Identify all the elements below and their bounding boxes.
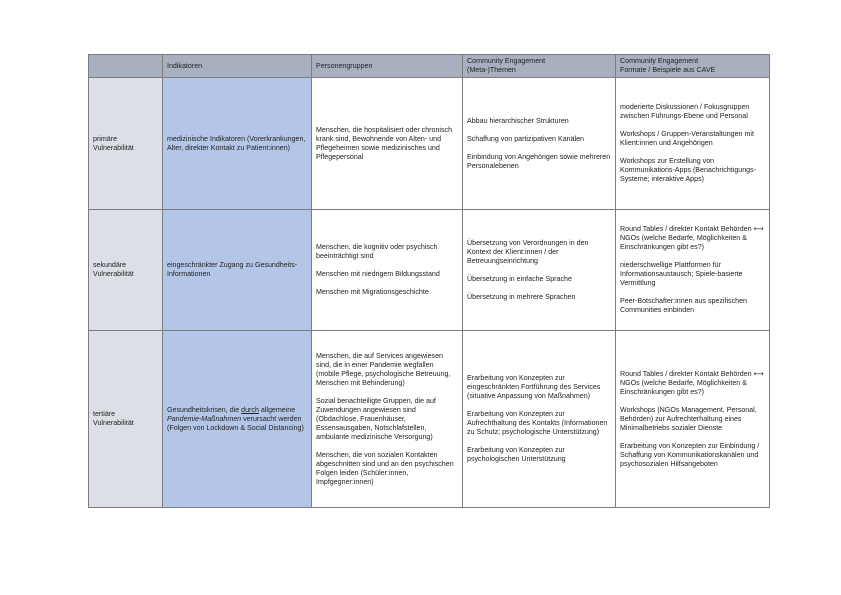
header-groups: Personengruppen xyxy=(312,55,463,78)
format-item: Workshops zur Erstellung von Kommunikations-Apps (Benachrichtigungs-Systeme; interaktive Apps) xyxy=(620,157,757,183)
indicator-text-part: verursacht werden (Folgen von Lockdown & Social Distancing) xyxy=(167,414,304,432)
group-item: Menschen, die auf Services angewiesen sind, die in einer Pandemie wegfallen (mobile Pflege, psychologische Betreuung, Menschen mit Behinderung) xyxy=(316,351,451,387)
group-item: Sozial benachteiligte Gruppen, die auf Zuwendungen angewiesen sind (Obdachlose, Frauenhäuser, Essensausgaben, Notschlafstellen, ambulante medizinische Versorgung) xyxy=(316,396,436,441)
group-item: Menschen mit niedrigem Bildungsstand xyxy=(316,270,440,278)
format-item: niederschwellige Plattformen für Informationsaustausch; Spiele-basierte Vermittlung xyxy=(620,261,743,287)
header-formats-line2: Formate / Beispiele aus CAVE xyxy=(620,66,716,74)
topic-item: Erarbeitung von Konzepten zur Aufrechthaltung des Kontakts (Informationen zu Schutz; psychologische Unterstützung) xyxy=(467,410,608,436)
topic-item: Übersetzung in einfache Sprache xyxy=(467,274,572,283)
format-item: Workshops (NGOs Management, Personal, Behörden) zur Aufrechterhaltung eines Minimalbetriebs sozialer Dienste xyxy=(620,405,757,432)
groups-cell xyxy=(312,78,463,210)
format-item: Erarbeitung von Konzepten zur Einbindung / Schaffung von Kommunikationskanälen und psychosozialen Hilfsangeboten xyxy=(620,441,760,468)
indicator-text-part: allgemeine xyxy=(258,405,296,414)
topic-item: Übersetzung in mehrere Sprachen xyxy=(467,292,576,301)
indicator-italic-phrase: Pandemie-Maßnahmen xyxy=(167,414,242,423)
topics-cell xyxy=(463,331,616,508)
topic-item: Schaffung von partizipativen Kanälen xyxy=(467,134,584,143)
indicator-text xyxy=(167,406,307,433)
indicator-cell xyxy=(163,78,312,210)
indicator-underlined-word: durch xyxy=(241,405,259,414)
table-row xyxy=(89,210,770,331)
indicator-text: eingeschränkter Zugang zu Gesundheits-Informationen xyxy=(167,261,298,278)
topic-item: Übersetzung von Verordnungen in den Kontext der Klient:innen / der Betreuungseinrichtung xyxy=(467,238,589,265)
header-topics-line1: Community Engagement xyxy=(467,57,546,65)
format-item: Workshops / Gruppen-Veranstaltungen mit Klient:innen und Angehörigen xyxy=(620,130,754,147)
header-row xyxy=(89,55,770,78)
header-indicators: Indikatoren xyxy=(163,55,312,78)
topics-cell xyxy=(463,78,616,210)
format-item: Peer-Botschafter:innen aus spezifischen Communities einbinden xyxy=(620,297,747,314)
format-item: Round Tables / direkter Kontakt Behörden ⟷ NGOs (welche Bedarfe, Möglichkeiten & Einschränkungen gibt es?) xyxy=(620,369,764,396)
table-row xyxy=(89,331,770,508)
header-topics xyxy=(463,55,616,78)
header-empty-cell xyxy=(89,55,163,78)
row-heading-line1: tertiäre xyxy=(93,410,116,418)
topic-item: Erarbeitung von Konzepten zur eingeschränkten Fortführung des Services (situative Anpassung von Maßnahmen) xyxy=(467,374,601,400)
row-heading xyxy=(89,210,163,331)
row-heading-line2: Vulnerabilität xyxy=(93,270,134,278)
format-item: moderierte Diskussionen / Fokusgruppen zwischen Führungs-Ebene und Personal xyxy=(620,103,750,120)
groups-cell xyxy=(312,210,463,331)
row-heading xyxy=(89,78,163,210)
topic-item: Abbau hierarchischer Strukturen xyxy=(467,116,569,125)
vulnerability-matrix-table xyxy=(88,54,770,508)
topic-item: Einbindung von Angehörigen sowie mehreren Personalebenen xyxy=(467,152,611,170)
table-row xyxy=(89,78,770,210)
formats-cell xyxy=(616,331,770,508)
row-heading-line1: primäre xyxy=(93,134,118,143)
header-formats xyxy=(616,55,770,78)
row-heading xyxy=(89,331,163,508)
row-heading-line2: Vulnerabilität xyxy=(93,419,134,427)
group-item: Menschen, die von sozialen Kontakten abgeschnitten sind und an den psychischen Folgen leiden (Schüler:innen, Impfgegner:innen) xyxy=(316,450,454,486)
indicator-text-part: Gesundheitskrisen, die xyxy=(167,405,242,414)
formats-cell xyxy=(616,210,770,331)
format-item: Round Tables / direkter Kontakt Behörden ⟷ NGOs (welche Bedarfe, Möglichkeiten & Einschränkungen gibt es?) xyxy=(620,225,764,251)
formats-cell xyxy=(616,78,770,210)
group-item: Menschen, die kognitiv oder psychisch beeinträchtigt sind xyxy=(316,243,438,260)
row-heading-line1: sekundäre xyxy=(93,261,127,269)
indicator-cell xyxy=(163,331,312,508)
header-topics-line2: (Meta-)Themen xyxy=(467,66,516,74)
indicator-cell xyxy=(163,210,312,331)
header-formats-line1: Community Engagement xyxy=(620,57,699,65)
topics-cell xyxy=(463,210,616,331)
group-item: Menschen, die hospitalisiert oder chronisch krank sind, Bewohnende von Alten- und Pflegeheimen sowie medizinisches und Pflegepersonal xyxy=(316,125,453,161)
indicator-text: medizinische Indikatoren (Vorerkrankungen, Alter, direkter Kontakt zu Patient:innen) xyxy=(167,134,306,152)
topic-item: Erarbeitung von Konzepten zur psychologischen Unterstützung xyxy=(467,446,566,463)
groups-cell xyxy=(312,331,463,508)
row-heading-line2: Vulnerabilität xyxy=(93,143,134,152)
group-item: Menschen mit Migrationsgeschichte xyxy=(316,288,429,296)
